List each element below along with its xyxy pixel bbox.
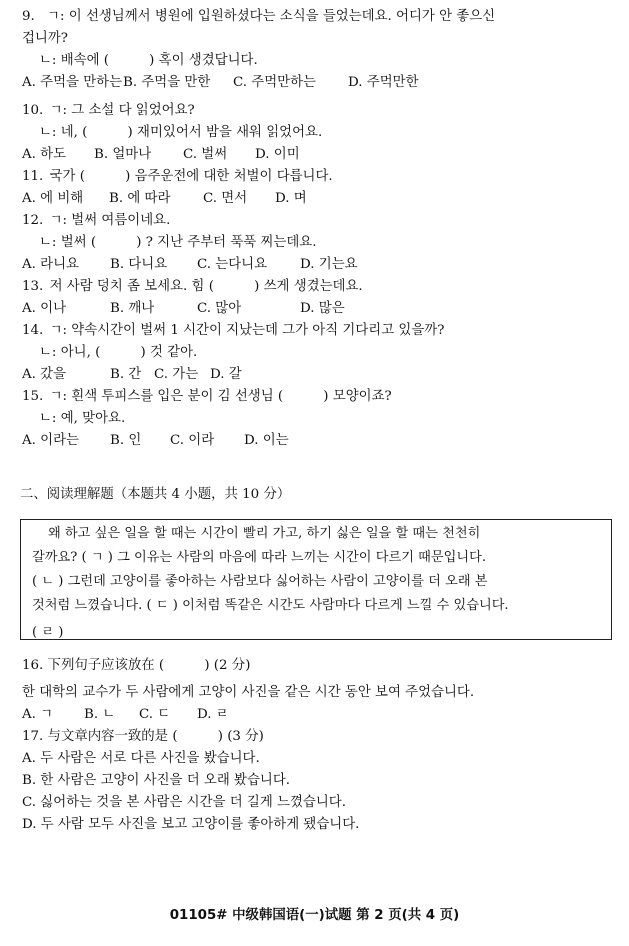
question-10 — [22, 102, 195, 120]
question-10-response: ㄴ: 네, ( ) 재미있어서 밤을 새워 읽었어요. — [39, 125, 323, 140]
question-9-options — [22, 74, 419, 92]
option-d[interactable]: D. ㄹ — [197, 707, 229, 722]
question-number: 15. — [22, 389, 44, 404]
question-17-stem: 17. 与文章内容一致的是 ( ) (3 分) — [22, 729, 264, 744]
question-16-stem: 16. 下列句子应该放在 ( ) (2 分) — [22, 658, 251, 673]
question-text: ㄱ: 약속시간이 벌써 1 시간이 지났는데 그가 아직 기다리고 있을까? — [49, 323, 445, 338]
option-c[interactable]: C. 주먹만하는 — [233, 75, 316, 90]
question-10-options — [22, 146, 300, 164]
option-d[interactable]: D. 두 사람 모두 사진을 보고 고양이를 좋아하게 됐습니다. — [22, 817, 360, 832]
option-b[interactable]: B. 얼마나 — [94, 147, 152, 162]
question-9-response: ㄴ: 배속에 ( ) 혹이 생겼답니다. — [39, 53, 258, 68]
option-b[interactable]: B. 한 사람은 고양이 사진을 더 오래 봤습니다. — [22, 773, 291, 788]
option-a[interactable]: A. 라니요 — [22, 257, 79, 272]
option-b[interactable]: B. 주먹을 만한 — [123, 75, 211, 90]
option-a[interactable]: A. 에 비해 — [22, 191, 84, 206]
question-9 — [22, 8, 495, 26]
option-d[interactable]: D. 이는 — [244, 433, 289, 448]
question-text: 저 사람 덩치 좀 보세요. 힘 ( ) 쓰게 생겼는데요. — [49, 279, 363, 294]
option-b[interactable]: B. 에 따라 — [109, 191, 171, 206]
option-a[interactable]: A. 하도 — [22, 147, 67, 162]
option-b[interactable]: B. ㄴ — [84, 707, 116, 722]
question-number: 12. — [22, 213, 44, 228]
option-c[interactable]: C. 가는 — [154, 367, 199, 382]
option-a[interactable]: A. 두 사람은 서로 다른 사진을 봤습니다. — [22, 751, 260, 766]
option-a[interactable]: A. ㄱ — [22, 707, 54, 722]
question-text: ㄱ: 흰색 투피스를 입은 분이 김 선생님 ( ) 모양이죠? — [49, 389, 392, 404]
option-c[interactable]: C. 많아 — [197, 301, 242, 316]
option-d[interactable]: D. 갈 — [210, 367, 242, 382]
question-number: 14. — [22, 323, 44, 338]
passage-line: 갈까요? ( ㄱ ) 그 이유는 사람의 마음에 따라 느끼는 시간이 다르기 때문입니다. — [32, 550, 487, 565]
option-b[interactable]: B. 다니요 — [110, 257, 168, 272]
question-16-options — [22, 706, 229, 724]
question-13 — [22, 278, 363, 296]
option-d[interactable]: D. 주먹만한 — [348, 75, 419, 90]
question-13-options — [22, 300, 345, 318]
question-14 — [22, 322, 444, 340]
option-c[interactable]: C. 싫어하는 것을 본 사람은 시간을 더 길게 느꼈습니다. — [22, 795, 346, 810]
question-15-response: ㄴ: 예, 맞아요. — [39, 411, 126, 426]
option-a[interactable]: A. 주먹을 만하는 — [22, 75, 123, 90]
option-b[interactable]: B. 간 — [110, 367, 142, 382]
question-15 — [22, 388, 392, 406]
question-12-options — [22, 256, 358, 274]
question-14-options — [22, 366, 242, 384]
option-c[interactable]: C. 이라 — [170, 433, 215, 448]
question-12 — [22, 212, 170, 230]
passage-line: ( ㄴ ) 그런데 고양이를 좋아하는 사람보다 싫어하는 사람이 고양이를 더 오래 본 — [32, 574, 488, 589]
question-text: ㄱ: 벌써 여름이네요. — [49, 213, 171, 228]
question-text: 국가 ( ) 음주운전에 대한 처벌이 다릅니다. — [49, 169, 333, 184]
question-11-options — [22, 190, 307, 208]
question-text: ㄱ: 그 소설 다 읽었어요? — [49, 103, 195, 118]
question-14-response: ㄴ: 아니, ( ) 것 같아. — [39, 345, 198, 360]
option-d[interactable]: D. 이미 — [255, 147, 300, 162]
option-b[interactable]: B. 깨나 — [110, 301, 155, 316]
question-9-continued: 겁니까? — [22, 31, 68, 46]
question-11 — [22, 168, 333, 186]
question-number: 9. — [22, 9, 35, 24]
option-c[interactable]: C. ㄷ — [139, 707, 171, 722]
page-footer: 01105# 中级韩国语(一)试题 第 2 页(共 4 页) — [169, 908, 460, 923]
option-d[interactable]: D. 기는요 — [300, 257, 358, 272]
section-2-title: 二、阅读理解题（本题共 4 小题，共 10 分） — [20, 487, 291, 502]
question-number: 11. — [22, 169, 44, 184]
question-text: ㄱ: 이 선생님께서 병원에 입원하셨다는 소식을 들었는데요. 어디가 안 좋으신 — [47, 9, 496, 24]
option-c[interactable]: C. 는다니요 — [197, 257, 268, 272]
question-number: 10. — [22, 103, 44, 118]
passage-line: 것처럼 느꼈습니다. ( ㄷ ) 이처럼 똑같은 시간도 사람마다 다르게 느낄 수 있습니다. — [32, 598, 509, 613]
question-12-response: ㄴ: 벌써 ( ) ? 지난 주부터 푹푹 찌는데요. — [39, 235, 317, 250]
passage-line: 왜 하고 싶은 일을 할 때는 시간이 빨리 가고, 하기 싫은 일을 할 때는 천천히 — [48, 526, 481, 541]
option-a[interactable]: A. 갔을 — [22, 367, 67, 382]
option-a[interactable]: A. 이라는 — [22, 433, 79, 448]
option-b[interactable]: B. 인 — [110, 433, 142, 448]
option-c[interactable]: C. 벌써 — [183, 147, 228, 162]
option-d[interactable]: D. 며 — [275, 191, 307, 206]
reading-passage — [20, 519, 612, 640]
question-16-sentence: 한 대학의 교수가 두 사람에게 고양이 사진을 같은 시간 동안 보여 주었습니다. — [22, 685, 475, 700]
question-15-options — [22, 432, 289, 450]
question-number: 13. — [22, 279, 44, 294]
option-a[interactable]: A. 이나 — [22, 301, 67, 316]
option-d[interactable]: D. 많은 — [300, 301, 345, 316]
passage-line: ( ㄹ ) — [32, 625, 64, 640]
option-c[interactable]: C. 면서 — [203, 191, 248, 206]
